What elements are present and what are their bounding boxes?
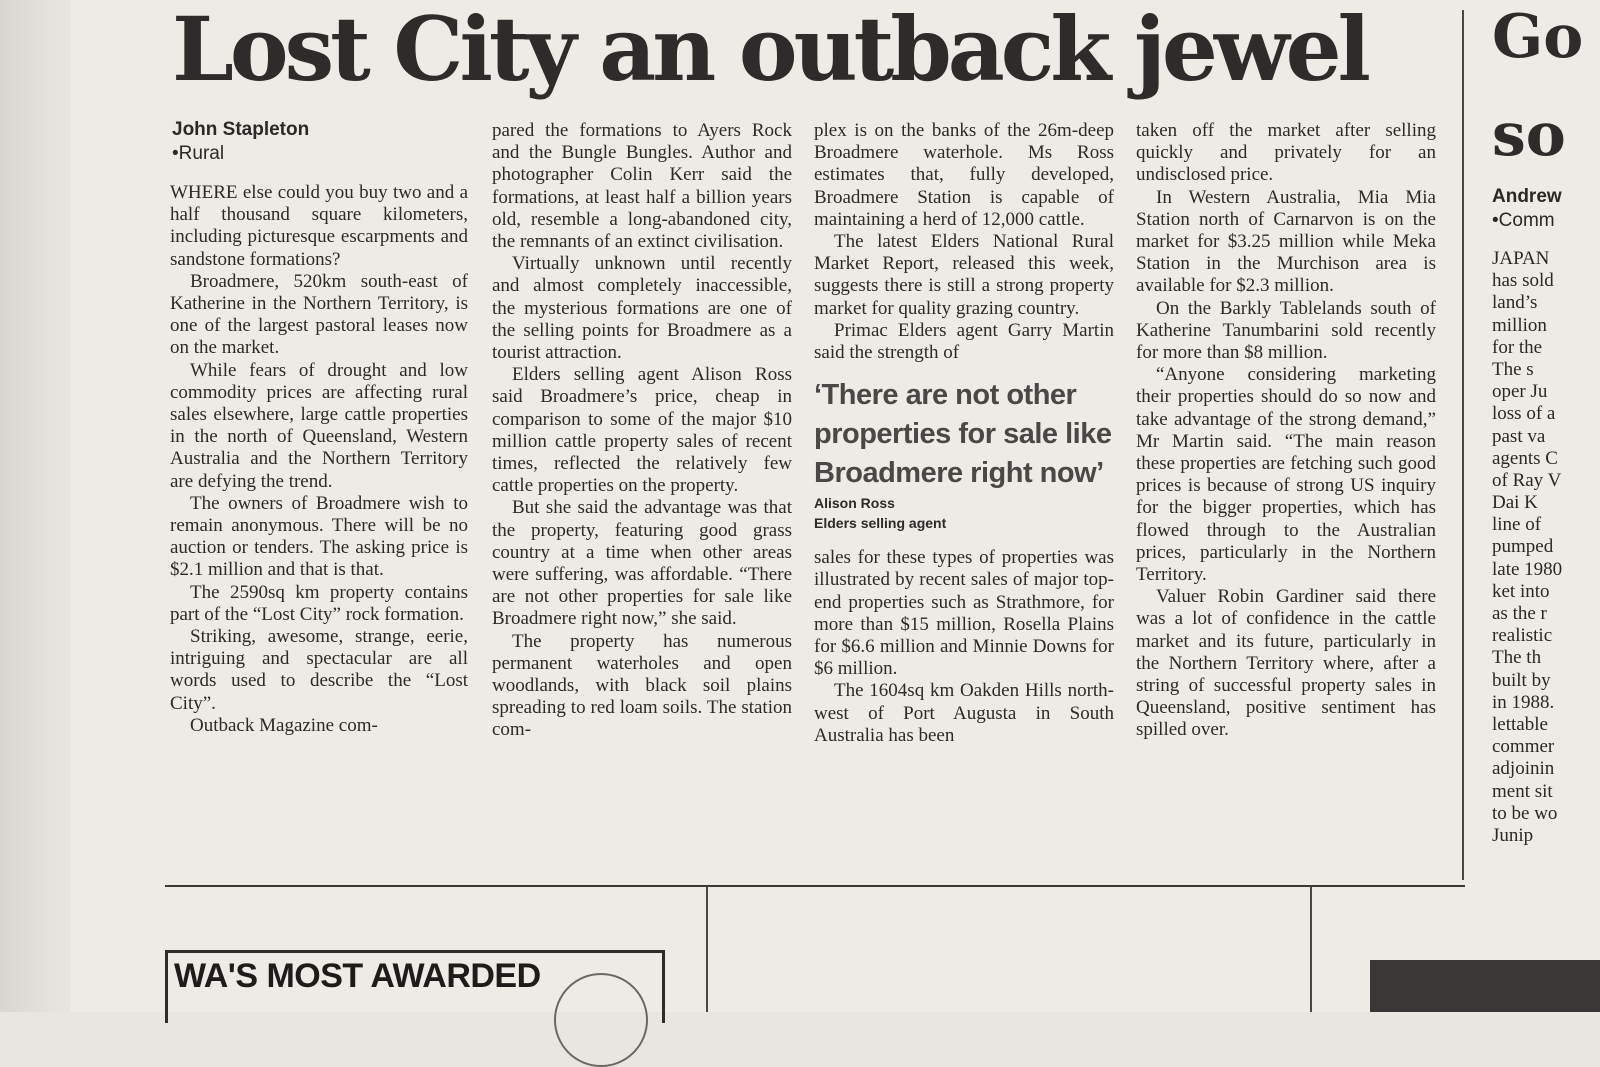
paragraph: On the Barkly Tablelands south of Katherine Tanumbarini sold recently for more than $8 million. — [1136, 297, 1436, 364]
paragraph: taken off the market after selling quickly and privately for an undisclosed price. — [1136, 120, 1436, 186]
paragraph: sales for these types of properties was illustrated by recent sales of major top-end properties such as Strathmore, for more than $15 million, Rosella Plains for $6.6 million and Minnie Downs for $6 million. — [814, 547, 1114, 680]
text-line: pumped — [1492, 536, 1554, 558]
column-divider — [1462, 10, 1464, 880]
pull-quote — [814, 376, 1114, 533]
next-article-author: Andrew — [1492, 186, 1562, 207]
section-divider — [165, 885, 1465, 887]
paragraph: The 2590sq km property contains part of the “Lost City” rock formation. — [170, 581, 468, 625]
paragraph: The 1604sq km Oakden Hills north-west of Port Augusta in South Australia has been — [814, 680, 1114, 746]
text-line: has sold — [1492, 270, 1554, 292]
paragraph: The latest Elders National Rural Market Report, released this week, suggests there is still a strong property market for quality grazing country. — [814, 231, 1114, 319]
article-column-3 — [814, 120, 1114, 747]
text-line: oper Ju — [1492, 381, 1548, 403]
text-line: past va — [1492, 425, 1546, 447]
paragraph: The property has numerous permanent waterholes and open woodlands, with black soil plains spreading to red loam soils. The station com- — [492, 630, 792, 741]
text-line: JAPAN — [1492, 248, 1550, 269]
paragraph: WHERE else could you buy two and a half thousand square kilometers, including picturesque escarpments and sandstone formations? — [170, 182, 468, 270]
paragraph: In Western Australia, Mia Mia Station north of Carnarvon is on the market for $3.25 million while Meka Station in the Murchison area is available for $2.3 million. — [1136, 186, 1436, 297]
text-line: Junip — [1492, 824, 1534, 846]
pull-quote-role: Elders selling agent — [814, 515, 947, 532]
text-line: line of — [1492, 514, 1542, 536]
paragraph: Valuer Robin Gardiner said there was a lot of confidence in the cattle market and its future, particularly in the Northern Territory where, after a string of successful property sales in Queensland, positive sentiment has spilled over. — [1136, 586, 1436, 741]
article-headline: Lost City an outback jewel — [172, 0, 1367, 101]
text-line: adjoinin — [1492, 758, 1555, 780]
text-line: late 1980 — [1492, 558, 1563, 580]
pull-quote-text: ‘There are not other properties for sale like Broadmere right now’ — [814, 379, 1112, 490]
article-column-4 — [1136, 120, 1436, 742]
advertisement-text: WA'S MOST AWARDED — [174, 957, 541, 995]
text-line: The th — [1492, 647, 1542, 669]
next-article-byline — [1492, 185, 1562, 233]
text-line: Dai K — [1492, 492, 1538, 514]
paragraph: Virtually unknown until recently and almost completely inaccessible, the mysterious formations are one of the selling points for Broadmere as a tourist attraction. — [492, 253, 792, 364]
column-divider — [706, 887, 708, 1012]
text-line: ment sit — [1492, 780, 1553, 802]
paragraph: While fears of drought and low commodity prices are affecting rural sales elsewhere, large cattle properties in the north of Queensland, Western Australia and the Northern Territory are defying the trend. — [170, 359, 468, 492]
dark-banner — [1370, 960, 1600, 1012]
article-column-2 — [492, 120, 792, 742]
paragraph: Striking, awesome, strange, eerie, intriguing and spectacular are all words used to describe the “Lost City”. — [170, 626, 468, 714]
column-divider — [1310, 887, 1312, 1012]
text-line: loss of a — [1492, 403, 1556, 425]
next-article-fragment — [1492, 0, 1600, 1012]
paragraph: But she said the advantage was that the property, featuring good grass country at a time when other areas were suffering, was affordable. “There are not other properties for sale like Broadmere right now,” she said. — [492, 497, 792, 630]
paragraph: plex is on the banks of the 26m-deep Broadmere waterhole. Ms Ross estimates that, fully developed, Broadmere Station is capable of maintaining a herd of 12,000 cattle. — [814, 120, 1114, 230]
text-line: ket into — [1492, 580, 1550, 602]
paragraph: Outback Magazine com- — [190, 714, 378, 736]
text-line: land’s — [1492, 292, 1538, 314]
paragraph: Primac Elders agent Garry Martin said the strength of — [814, 319, 1114, 364]
text-line: commer — [1492, 736, 1555, 758]
text-line: lettable — [1492, 713, 1548, 735]
text-line: built by — [1492, 669, 1551, 691]
pull-quote-name: Alison Ross — [814, 495, 895, 512]
text-line: in 1988. — [1492, 691, 1555, 713]
next-article-section: •Comm — [1492, 210, 1555, 231]
paragraph: Elders selling agent Alison Ross said Broadmere’s price, cheap in comparison to some of the major $10 million cattle property sales of recent times, reflected the relatively few cattle properties on the property. — [492, 364, 792, 497]
author-name: John Stapleton — [172, 119, 310, 140]
text-line: The s — [1492, 358, 1534, 380]
article-column-1 — [170, 182, 468, 737]
text-line: of Ray V — [1492, 469, 1562, 491]
paragraph: The owners of Broadmere wish to remain anonymous. There will be no auction or tenders. The asking price is $2.1 million and that is that. — [170, 492, 468, 581]
text-line: to be wo — [1492, 802, 1558, 824]
text-line: as the r — [1492, 603, 1547, 624]
award-seal-icon — [554, 973, 648, 1067]
text-line: million — [1492, 314, 1547, 336]
text-line: realistic — [1492, 625, 1553, 647]
paragraph: “Anyone considering marketing their properties should do so now and take advantage of the strong demand,” Mr Martin said. “The main reason these properties are fetching such good prices is because of strong US inquiry for the bigger properties, which has flowed through to the Australian prices, particularly in the Northern Territory. — [1136, 364, 1436, 586]
text-line: agents C — [1492, 447, 1558, 469]
next-article-body — [1492, 248, 1562, 847]
advertisement — [165, 950, 665, 1023]
section-label: •Rural — [172, 143, 225, 164]
paragraph: pared the formations to Ayers Rock and the Bungle Bungles. Author and photographer Colin Kerr said the formations, at least half a billion years old, resemble a long-abandoned city, the remnants of an extinct civilisation. — [492, 120, 792, 253]
text-line: for the — [1492, 336, 1543, 358]
next-article-headline: Go — [1492, 2, 1584, 72]
byline — [172, 118, 309, 166]
next-article-headline: so — [1492, 100, 1566, 170]
paragraph: Broadmere, 520km south-east of Katherine in the Northern Territory, is one of the largest pastoral leases now on the market. — [170, 270, 468, 359]
